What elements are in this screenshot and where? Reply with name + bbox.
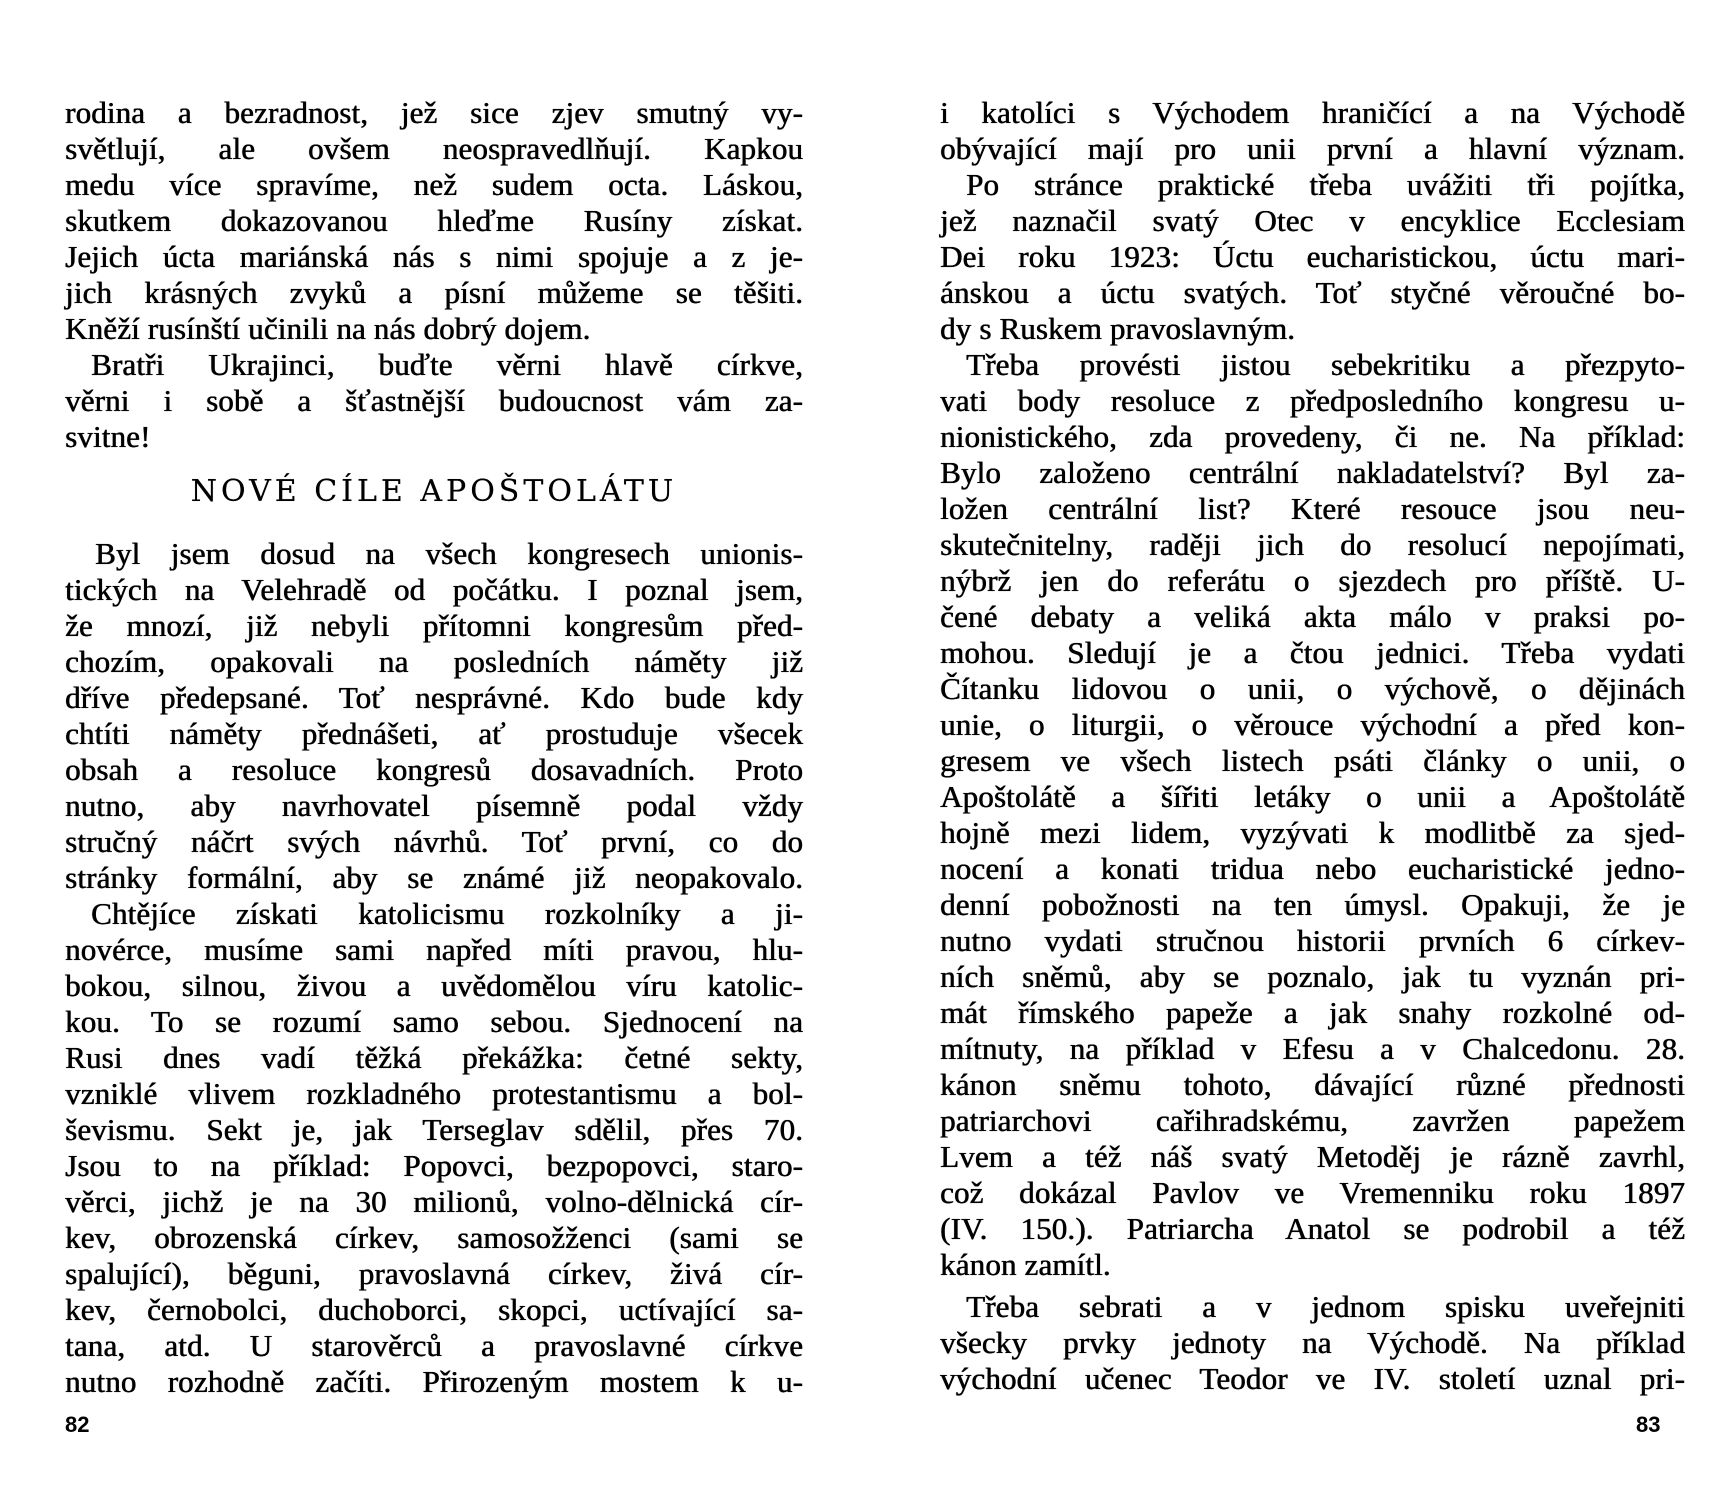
text-line: kánon zamítl. <box>940 1247 1111 1282</box>
text-line: chozím, opakovali na posledních náměty již <box>65 644 803 679</box>
text-line: rodina a bezradnost, jež sice zjev smutný vy- <box>65 95 803 130</box>
text-line: mítnuty, na příklad v Efesu a v Chalcedonu. 28. <box>940 1031 1685 1066</box>
right-page <box>858 0 1716 1500</box>
text-line: ánskou a úctu svatých. Toť styčné věroučné bo- <box>940 275 1685 310</box>
text-line: obývající mají pro unii první a hlavní význam. <box>940 131 1685 166</box>
text-line: jich krásných zvyků a písní můžeme se těšiti. <box>65 275 803 310</box>
text-line: bokou, silnou, živou a uvědomělou víru katolic- <box>65 968 803 1003</box>
text-line: kev, obrozenská církev, samosožženci (sami se <box>65 1220 803 1255</box>
text-line: Lvem a též náš svatý Metoděj je rázně zavrhl, <box>940 1139 1685 1174</box>
text-line: Rusi dnes vadí těžká překážka: četné sekty, <box>65 1040 803 1075</box>
text-line: unie, o liturgii, o věrouce východní a před kon- <box>940 707 1685 742</box>
text-line: spalující), běguni, pravoslavná církev, živá cír- <box>65 1256 803 1291</box>
page-number: 82 <box>65 1412 90 1437</box>
text-line: jež naznačil svatý Otec v encyklice Ecclesiam <box>940 203 1685 238</box>
text-line: Třeba sebrati a v jednom spisku uveřejniti <box>966 1289 1685 1324</box>
text-line: ševismu. Sekt je, jak Terseglav sdělil, přes 70. <box>65 1112 803 1147</box>
text-line: světlují, ale ovšem neospravedlňují. Kapkou <box>65 131 803 166</box>
text-line: východní učenec Teodor ve IV. století uznal pri- <box>940 1361 1685 1396</box>
text-line: věrni i sobě a šťastnější budoucnost vám za- <box>65 383 803 418</box>
text-line: vati body resoluce z předposledního kongresu u- <box>940 383 1685 418</box>
text-line: skutečnitelny, raději jich do resolucí nepojímati, <box>940 527 1685 562</box>
text-line: Dei roku 1923: Úctu eucharistickou, úctu mari- <box>940 239 1685 274</box>
text-line: Kněží rusínští učinili na nás dobrý dojem. <box>65 311 591 346</box>
text-line: ních sněmů, aby se poznalo, jak tu vyznán pri- <box>940 959 1685 994</box>
page-number: 83 <box>1636 1412 1661 1437</box>
text-line: Chtějíce získati katolicismu rozkolníky a ji- <box>91 896 803 931</box>
text-line: Čítanku lidovou o unii, o výchově, o dějinách <box>940 671 1685 706</box>
text-line: nýbrž jen do referátu o sjezdech pro příště. U- <box>940 563 1685 598</box>
text-line: obsah a resoluce kongresů dosavadních. Proto <box>65 752 803 787</box>
text-line: kev, černobolci, duchoborci, skopci, uctívající sa- <box>65 1292 803 1327</box>
text-line: chtíti náměty přednášeti, ať prostuduje všecek <box>65 716 803 751</box>
text-line: čené debaty a veliká akta málo v praksi po- <box>940 599 1685 634</box>
text-line: patriarchovi cařihradskému, zavržen papežem <box>940 1103 1685 1138</box>
text-line: všecky prvky jednoty na Východě. Na příklad <box>940 1325 1685 1360</box>
text-line: dříve předepsané. Toť nesprávné. Kdo bude kdy <box>65 680 803 715</box>
text-line: i katolíci s Východem hraničící a na Východě <box>940 95 1685 130</box>
text-line: že mnozí, již nebyli přítomni kongresům před- <box>65 608 803 643</box>
text-line: nutno vydati stručnou historii prvních 6 církev- <box>940 923 1685 958</box>
text-line: stránky formální, aby se známé již neopakovalo. <box>65 860 803 895</box>
text-line: dy s Ruskem pravoslavným. <box>940 311 1296 346</box>
text-line: Apoštolátě a šířiti letáky o unii a Apoštolátě <box>940 779 1685 814</box>
text-line: kánon sněmu tohoto, dávající různé přednosti <box>940 1067 1685 1102</box>
text-line: stručný náčrt svých návrhů. Toť první, co do <box>65 824 803 859</box>
text-line: Po stránce praktické třeba uvážiti tři pojítka, <box>966 167 1685 202</box>
text-line: medu více spravíme, než sudem octa. Láskou, <box>65 167 803 202</box>
text-line: novérce, musíme sami napřed míti pravou, hlu- <box>65 932 803 967</box>
text-line: ložen centrální list? Které resouce jsou neu- <box>940 491 1685 526</box>
text-line: skutkem dokazovanou hleďme Rusíny získat. <box>65 203 803 238</box>
text-line: mohou. Sledují je a čtou jednici. Třeba vydati <box>940 635 1685 670</box>
text-line: mát římského papeže a jak snahy rozkolné od- <box>940 995 1685 1030</box>
text-line: nocení a konati tridua nebo eucharistické jedno- <box>940 851 1685 886</box>
text-line: svitne! <box>65 419 151 454</box>
text-line: Bylo založeno centrální nakladatelství? Byl za- <box>940 455 1685 490</box>
text-line: kou. To se rozumí samo sebou. Sjednocení na <box>65 1004 803 1039</box>
text-line: Jejich úcta mariánská nás s nimi spojuje a z je- <box>65 239 803 274</box>
text-line: denní pobožnosti na ten úmysl. Opakuji, že je <box>940 887 1685 922</box>
text-line: tických na Velehradě od počátku. I poznal jsem, <box>65 572 803 607</box>
text-line: (IV. 150.). Patriarcha Anatol se podrobil a též <box>940 1211 1685 1246</box>
text-line: věrci, jichž je na 30 milionů, volno-dělnická cír- <box>65 1184 803 1219</box>
text-line: tana, atd. U starověrců a pravoslavné církve <box>65 1328 803 1363</box>
text-line: Třeba provésti jistou sebekritiku a přezpyto- <box>966 347 1685 382</box>
text-line: Bratři Ukrajinci, buďte věrni hlavě církve, <box>91 347 803 382</box>
text-line: vzniklé vlivem rozkladného protestantismu a bol- <box>65 1076 803 1111</box>
text-line: nionistického, zda provedeny, či ne. Na příklad: <box>940 419 1685 454</box>
section-heading: NOVÉ CÍLE APOŠTOLÁTU <box>190 474 678 509</box>
text-line: nutno rozhodně začíti. Přirozeným mostem k u- <box>65 1364 803 1399</box>
text-line: Byl jsem dosud na všech kongresech unionis- <box>95 536 803 571</box>
text-line: nutno, aby navrhovatel písemně podal vždy <box>65 788 803 823</box>
text-line: gresem ve všech listech psáti články o unii, o <box>940 743 1685 778</box>
text-line: hojně mezi lidem, vyzývati k modlitbě za sjed- <box>940 815 1685 850</box>
text-line: Jsou to na příklad: Popovci, bezpopovci, staro- <box>65 1148 803 1183</box>
text-line: což dokázal Pavlov ve Vremenniku roku 1897 <box>940 1175 1685 1210</box>
